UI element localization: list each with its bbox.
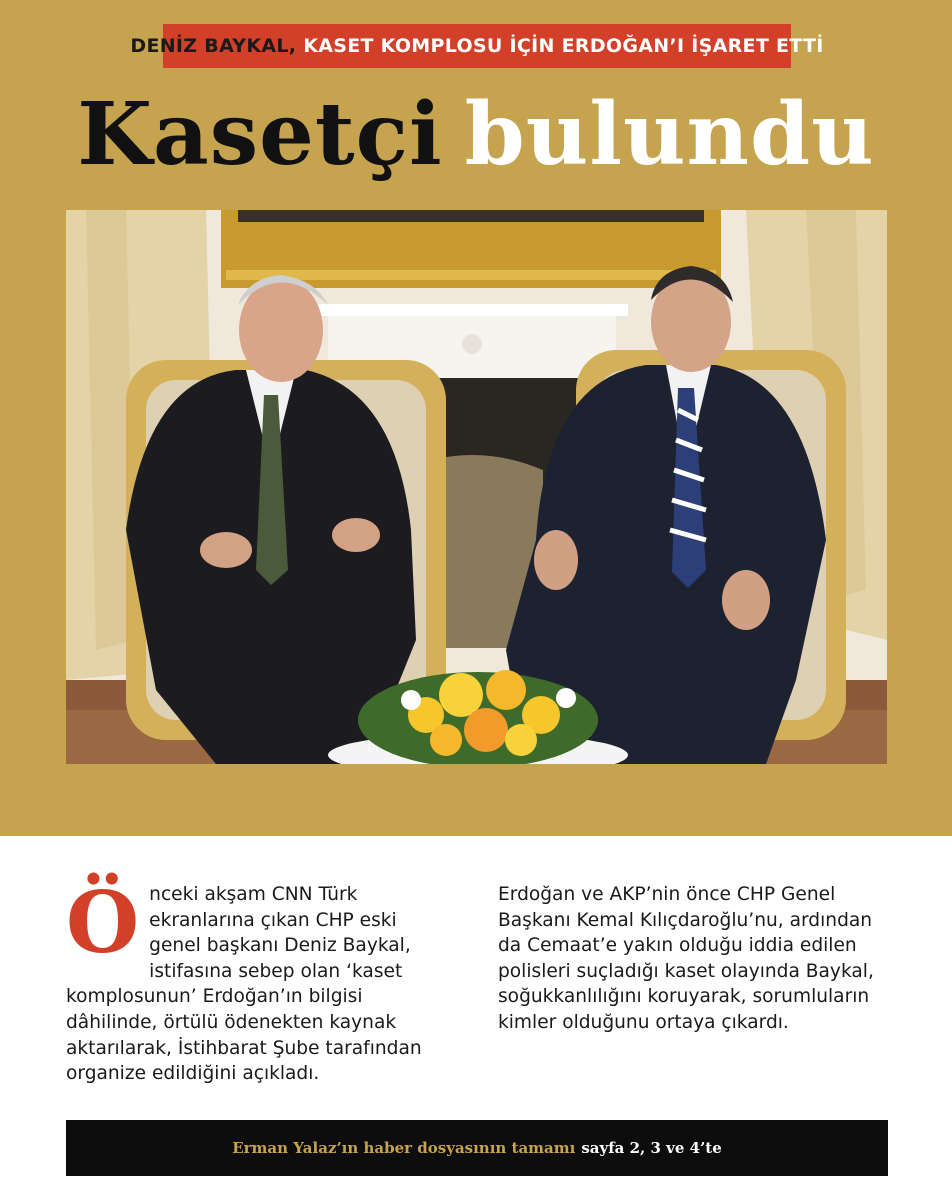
article-column-1 [66,873,446,1087]
article-paragraph-1: nceki akşam CNN Türk ekranlarına çıkan CHP eski genel başkanı Deniz Baykal, istifasına sebep olan ‘kaset komplosunun’ Erdoğan’ın bilgisi dâhilinde, örtülü ödenekten kaynak aktarılarak, İstihbarat Şube tarafından organize edildiğini açıkladı. [66,884,422,1085]
footer-page-ref: sayfa 2, 3 ve 4’te [581,1139,722,1157]
headline [0,84,952,184]
drop-cap: Ö [66,873,140,972]
kicker-name: DENİZ BAYKAL, [130,35,297,57]
main-photo [66,210,887,764]
article-paragraph-2: Erdoğan ve AKP’nin önce CHP Genel Başkanı Kemal Kılıçdaroğlu’nu, ardından da Cemaat’e yakın olduğu iddia edilen polisleri suçladığı kaset olayında Baykal, soğukkanlılığını koruyarak, sorumluların kimler olduğunu ortaya çıkardı. [498,884,874,1033]
footer-credit: Erman Yalaz’ın haber dosyasının tamamı [232,1139,576,1157]
kicker-text: KASET KOMPLOSU İÇİN ERDOĞAN’I İŞARET ETTİ [303,35,824,57]
kicker-banner [130,24,824,68]
article-column-2 [498,882,888,1036]
headline-word-1: Kasetçi [77,83,443,185]
headline-word-2: bulundu [464,83,875,185]
footer-bar [66,1120,888,1176]
